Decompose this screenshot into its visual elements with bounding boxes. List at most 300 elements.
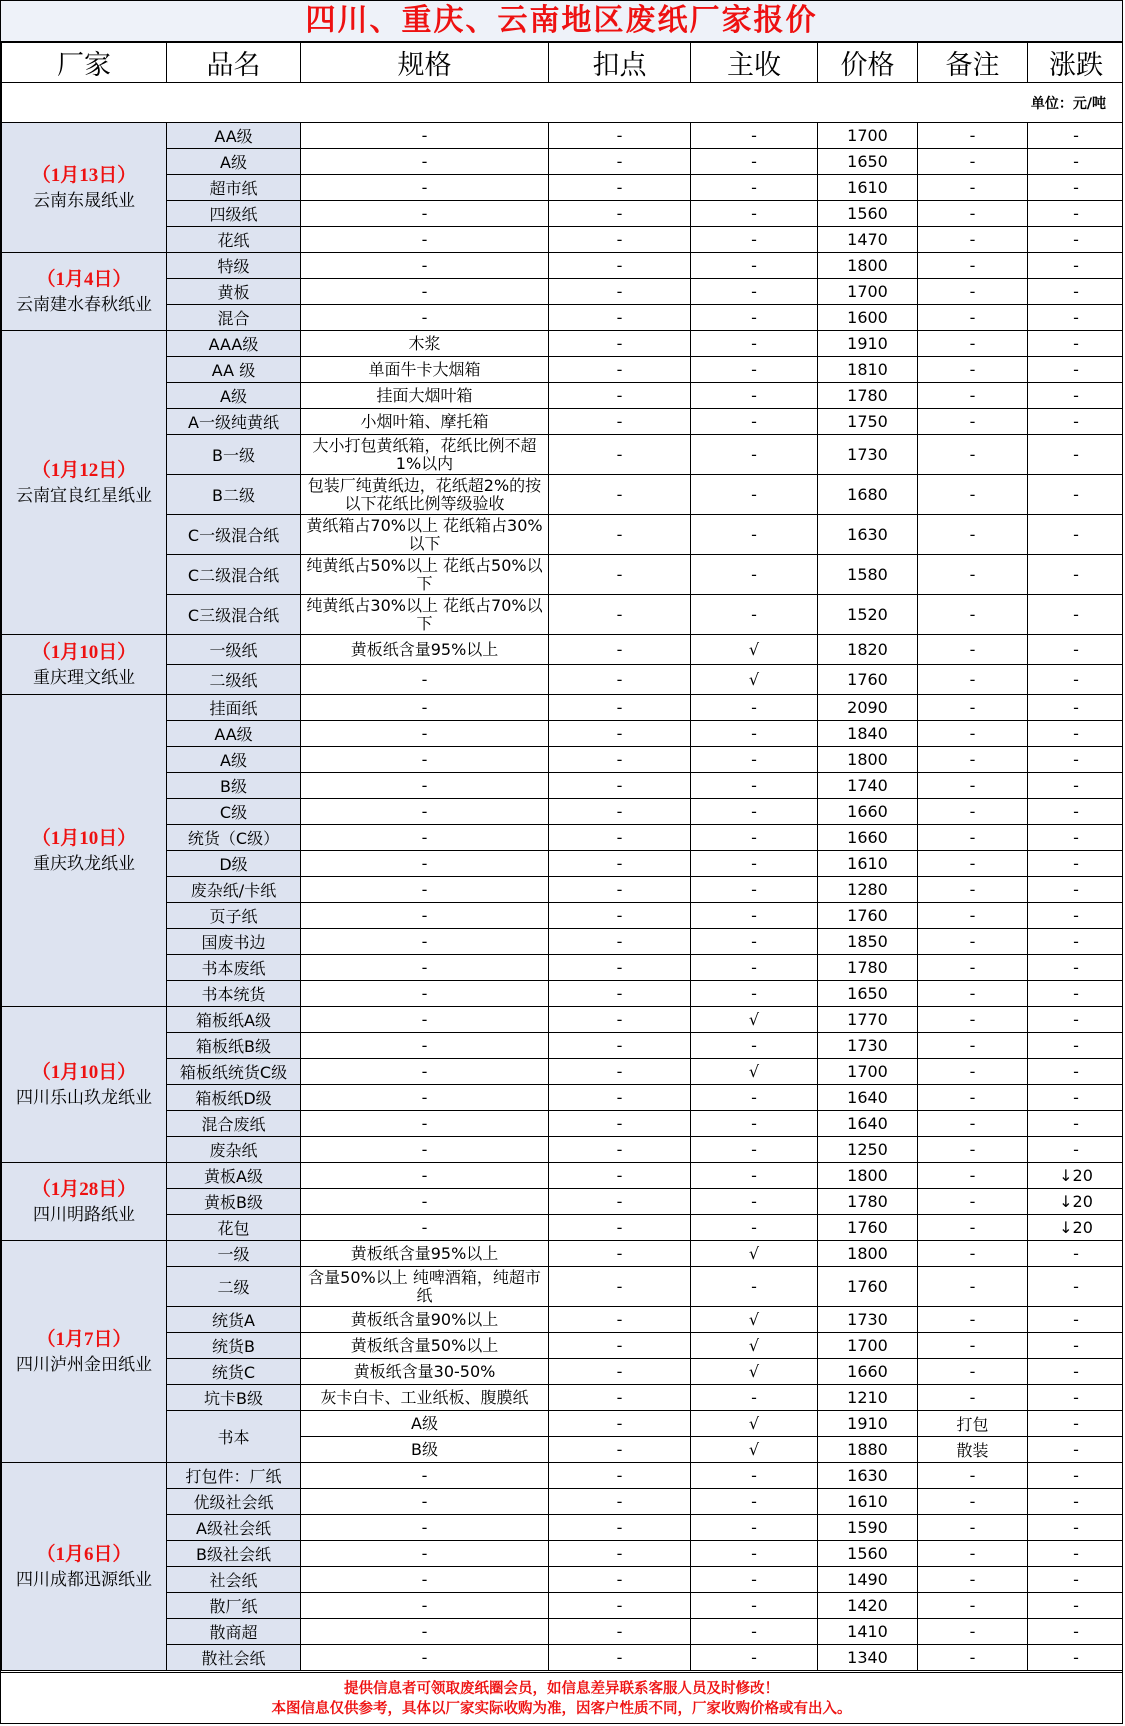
header-main-purchase: 主收 xyxy=(691,43,818,83)
product-cell: 箱板纸B级 xyxy=(167,1033,301,1059)
product-cell: 坑卡B级 xyxy=(167,1385,301,1411)
table-row xyxy=(2,1163,1124,1189)
change-cell: - xyxy=(1028,409,1124,435)
note-cell: - xyxy=(918,1215,1028,1241)
price-cell: 1640 xyxy=(818,1111,918,1137)
note-cell: - xyxy=(918,595,1028,635)
deduction-cell: - xyxy=(549,1111,691,1137)
deduction-cell: - xyxy=(549,1163,691,1189)
main-purchase-cell: - xyxy=(691,851,818,877)
note-cell: - xyxy=(918,1333,1028,1359)
spec-cell: - xyxy=(301,1033,549,1059)
table-row xyxy=(2,635,1124,665)
product-cell: C三级混合纸 xyxy=(167,595,301,635)
spec-cell: - xyxy=(301,903,549,929)
manufacturer-name: 云南东晟纸业 xyxy=(33,190,135,211)
price-cell: 1700 xyxy=(818,123,918,149)
deduction-cell: - xyxy=(549,1619,691,1645)
unit-row xyxy=(2,83,1124,123)
deduction-cell: - xyxy=(549,1241,691,1267)
note-cell: - xyxy=(918,1593,1028,1619)
price-cell: 1590 xyxy=(818,1515,918,1541)
main-purchase-cell: - xyxy=(691,515,818,555)
note-cell: - xyxy=(918,1619,1028,1645)
quote-date: （1月10日） xyxy=(31,1061,137,1083)
note-cell: - xyxy=(918,555,1028,595)
price-cell: 1730 xyxy=(818,1033,918,1059)
deduction-cell: - xyxy=(549,305,691,331)
deduction-cell: - xyxy=(549,331,691,357)
deduction-cell: - xyxy=(549,1411,691,1437)
note-cell: - xyxy=(918,799,1028,825)
change-cell: - xyxy=(1028,903,1124,929)
price-cell: 1730 xyxy=(818,1307,918,1333)
deduction-cell: - xyxy=(549,1541,691,1567)
product-cell: 黄板A级 xyxy=(167,1163,301,1189)
header-price: 价格 xyxy=(818,43,918,83)
spec-cell: - xyxy=(301,747,549,773)
price-cell: 1880 xyxy=(818,1437,918,1463)
table-row xyxy=(2,773,1124,799)
change-cell: - xyxy=(1028,123,1124,149)
deduction-cell: - xyxy=(549,123,691,149)
main-purchase-cell: - xyxy=(691,1033,818,1059)
note-cell: - xyxy=(918,1059,1028,1085)
spec-cell: - xyxy=(301,721,549,747)
price-cell: 1760 xyxy=(818,903,918,929)
change-cell: - xyxy=(1028,635,1124,665)
product-cell: AA级 xyxy=(167,123,301,149)
main-purchase-cell: - xyxy=(691,1085,818,1111)
note-cell: - xyxy=(918,1307,1028,1333)
product-cell: AAA级 xyxy=(167,331,301,357)
main-purchase-cell: - xyxy=(691,1567,818,1593)
change-cell: ↓20 xyxy=(1028,1215,1124,1241)
footer-disclaimer xyxy=(1,1672,1122,1723)
product-cell: D级 xyxy=(167,851,301,877)
price-cell: 1560 xyxy=(818,1541,918,1567)
product-cell: 社会纸 xyxy=(167,1567,301,1593)
change-cell: ↓20 xyxy=(1028,1163,1124,1189)
manufacturer-name: 四川乐山玖龙纸业 xyxy=(16,1087,152,1108)
table-row xyxy=(2,981,1124,1007)
note-cell: - xyxy=(918,1645,1028,1671)
deduction-cell: - xyxy=(549,1307,691,1333)
change-cell: - xyxy=(1028,1267,1124,1307)
product-cell: 书本统货 xyxy=(167,981,301,1007)
deduction-cell: - xyxy=(549,279,691,305)
product-cell: 国废书边 xyxy=(167,929,301,955)
change-cell: - xyxy=(1028,1007,1124,1033)
product-cell: 花纸 xyxy=(167,227,301,253)
spec-cell: - xyxy=(301,929,549,955)
table-row xyxy=(2,1085,1124,1111)
spec-cell: - xyxy=(301,175,549,201)
change-cell: - xyxy=(1028,595,1124,635)
table-row xyxy=(2,1241,1124,1267)
note-cell: - xyxy=(918,1007,1028,1033)
spec-cell: 黄板纸含量50%以上 xyxy=(301,1333,549,1359)
spec-cell: - xyxy=(301,1515,549,1541)
table-row xyxy=(2,305,1124,331)
table-row xyxy=(2,1593,1124,1619)
product-cell: 挂面纸 xyxy=(167,695,301,721)
manufacturer-name: 重庆玖龙纸业 xyxy=(33,853,135,874)
spec-cell: - xyxy=(301,201,549,227)
change-cell: - xyxy=(1028,435,1124,475)
note-cell: - xyxy=(918,357,1028,383)
change-cell: - xyxy=(1028,1619,1124,1645)
spec-cell: - xyxy=(301,825,549,851)
main-purchase-cell: - xyxy=(691,475,818,515)
deduction-cell: - xyxy=(549,695,691,721)
table-row xyxy=(2,695,1124,721)
change-cell: - xyxy=(1028,1307,1124,1333)
main-purchase-cell: √ xyxy=(691,635,818,665)
quote-date: （1月7日） xyxy=(36,1328,132,1350)
deduction-cell: - xyxy=(549,1515,691,1541)
main-purchase-cell: √ xyxy=(691,1333,818,1359)
note-cell: - xyxy=(918,665,1028,695)
price-cell: 1610 xyxy=(818,1489,918,1515)
main-purchase-cell: - xyxy=(691,825,818,851)
manufacturer-name: 四川明路纸业 xyxy=(33,1204,135,1225)
deduction-cell: - xyxy=(549,1489,691,1515)
product-cell: 页子纸 xyxy=(167,903,301,929)
note-cell: - xyxy=(918,955,1028,981)
main-purchase-cell: - xyxy=(691,695,818,721)
spec-cell: - xyxy=(301,1463,549,1489)
spec-cell: - xyxy=(301,877,549,903)
table-row xyxy=(2,1007,1124,1033)
product-cell: 黄板 xyxy=(167,279,301,305)
table-row xyxy=(2,201,1124,227)
note-cell: - xyxy=(918,1359,1028,1385)
change-cell: - xyxy=(1028,773,1124,799)
deduction-cell: - xyxy=(549,227,691,253)
table-row xyxy=(2,1515,1124,1541)
change-cell: - xyxy=(1028,201,1124,227)
change-cell: - xyxy=(1028,695,1124,721)
price-cell: 1840 xyxy=(818,721,918,747)
note-cell: - xyxy=(918,383,1028,409)
price-cell: 1640 xyxy=(818,1085,918,1111)
product-cell: B级 xyxy=(167,773,301,799)
spec-cell: - xyxy=(301,665,549,695)
change-cell: - xyxy=(1028,331,1124,357)
deduction-cell: - xyxy=(549,1333,691,1359)
main-purchase-cell: - xyxy=(691,595,818,635)
change-cell: - xyxy=(1028,877,1124,903)
manufacturer-cell xyxy=(2,1163,167,1241)
unit-label: 单位：元/吨 xyxy=(2,83,1124,123)
spec-cell: - xyxy=(301,123,549,149)
table-row xyxy=(2,903,1124,929)
price-cell: 1700 xyxy=(818,1333,918,1359)
manufacturer-cell xyxy=(2,695,167,1007)
change-cell: - xyxy=(1028,955,1124,981)
spec-cell: 纯黄纸占50%以上 花纸占50%以下 xyxy=(301,555,549,595)
change-cell: - xyxy=(1028,721,1124,747)
deduction-cell: - xyxy=(549,635,691,665)
price-cell: 1280 xyxy=(818,877,918,903)
main-purchase-cell: √ xyxy=(691,665,818,695)
header-manufacturer: 厂家 xyxy=(2,43,167,83)
price-cell: 1630 xyxy=(818,515,918,555)
price-cell: 1910 xyxy=(818,331,918,357)
main-purchase-cell: - xyxy=(691,1645,818,1671)
spec-cell: - xyxy=(301,253,549,279)
note-cell: - xyxy=(918,929,1028,955)
product-cell: 四级纸 xyxy=(167,201,301,227)
note-cell: - xyxy=(918,1111,1028,1137)
price-cell: 1810 xyxy=(818,357,918,383)
price-cell: 1910 xyxy=(818,1411,918,1437)
spec-cell: - xyxy=(301,1059,549,1085)
main-purchase-cell: - xyxy=(691,1137,818,1163)
note-cell: - xyxy=(918,1189,1028,1215)
price-cell: 1780 xyxy=(818,383,918,409)
note-cell: - xyxy=(918,1567,1028,1593)
table-row xyxy=(2,1619,1124,1645)
main-purchase-cell: - xyxy=(691,773,818,799)
change-cell: - xyxy=(1028,747,1124,773)
note-cell: - xyxy=(918,635,1028,665)
manufacturer-cell xyxy=(2,635,167,695)
product-cell: 散厂纸 xyxy=(167,1593,301,1619)
note-cell: - xyxy=(918,279,1028,305)
spec-cell: - xyxy=(301,1085,549,1111)
change-cell: - xyxy=(1028,555,1124,595)
spec-cell: - xyxy=(301,227,549,253)
table-row xyxy=(2,1411,1124,1437)
table-row xyxy=(2,1567,1124,1593)
quote-date: （1月10日） xyxy=(31,641,137,663)
spec-cell: B级 xyxy=(301,1437,549,1463)
main-purchase-cell: - xyxy=(691,175,818,201)
product-cell: 超市纸 xyxy=(167,175,301,201)
note-cell: - xyxy=(918,981,1028,1007)
sheet-title: 四川、重庆、云南地区废纸厂家报价 xyxy=(1,1,1122,42)
product-cell: 二级 xyxy=(167,1267,301,1307)
spec-cell: A级 xyxy=(301,1411,549,1437)
deduction-cell: - xyxy=(549,515,691,555)
spec-cell: - xyxy=(301,149,549,175)
table-row xyxy=(2,1541,1124,1567)
note-cell: - xyxy=(918,1085,1028,1111)
header-spec: 规格 xyxy=(301,43,549,83)
change-cell: - xyxy=(1028,1385,1124,1411)
change-cell: - xyxy=(1028,305,1124,331)
spec-cell: 灰卡白卡、工业纸板、腹膜纸 xyxy=(301,1385,549,1411)
manufacturer-cell xyxy=(2,331,167,635)
spec-cell: - xyxy=(301,981,549,1007)
deduction-cell: - xyxy=(549,595,691,635)
manufacturer-cell xyxy=(2,253,167,331)
change-cell: - xyxy=(1028,981,1124,1007)
note-cell: - xyxy=(918,201,1028,227)
main-purchase-cell: - xyxy=(691,929,818,955)
note-cell: - xyxy=(918,1163,1028,1189)
spec-cell: - xyxy=(301,1163,549,1189)
product-cell: 散社会纸 xyxy=(167,1645,301,1671)
table-row xyxy=(2,123,1124,149)
main-purchase-cell: - xyxy=(691,331,818,357)
price-cell: 1660 xyxy=(818,825,918,851)
price-cell: 1680 xyxy=(818,475,918,515)
footer-line-1: 提供信息者可领取废纸圈会员，如信息差异联系客服人员及时修改！ xyxy=(344,1681,779,1697)
deduction-cell: - xyxy=(549,357,691,383)
change-cell: - xyxy=(1028,799,1124,825)
deduction-cell: - xyxy=(549,721,691,747)
main-purchase-cell: - xyxy=(691,409,818,435)
deduction-cell: - xyxy=(549,1645,691,1671)
deduction-cell: - xyxy=(549,903,691,929)
deduction-cell: - xyxy=(549,1463,691,1489)
spec-cell: 小烟叶箱、摩托箱 xyxy=(301,409,549,435)
price-cell: 1800 xyxy=(818,253,918,279)
deduction-cell: - xyxy=(549,435,691,475)
price-cell: 1820 xyxy=(818,635,918,665)
product-cell: 书本废纸 xyxy=(167,955,301,981)
change-cell: - xyxy=(1028,1593,1124,1619)
product-cell: 二级纸 xyxy=(167,665,301,695)
table-row xyxy=(2,555,1124,595)
manufacturer-cell xyxy=(2,1007,167,1163)
change-cell: - xyxy=(1028,383,1124,409)
main-purchase-cell: - xyxy=(691,747,818,773)
deduction-cell: - xyxy=(549,149,691,175)
product-cell: 书本 xyxy=(167,1411,301,1463)
product-cell: 统货C xyxy=(167,1359,301,1385)
change-cell: - xyxy=(1028,929,1124,955)
main-purchase-cell: - xyxy=(691,1541,818,1567)
main-purchase-cell: - xyxy=(691,981,818,1007)
deduction-cell: - xyxy=(549,665,691,695)
change-cell: - xyxy=(1028,1567,1124,1593)
spec-cell: - xyxy=(301,1645,549,1671)
spec-cell: 黄板纸含量90%以上 xyxy=(301,1307,549,1333)
main-purchase-cell: - xyxy=(691,1619,818,1645)
change-cell: ↓20 xyxy=(1028,1189,1124,1215)
product-cell: 箱板纸D级 xyxy=(167,1085,301,1111)
main-purchase-cell: √ xyxy=(691,1059,818,1085)
main-purchase-cell: - xyxy=(691,1385,818,1411)
table-row xyxy=(2,665,1124,695)
change-cell: - xyxy=(1028,357,1124,383)
deduction-cell: - xyxy=(549,175,691,201)
change-cell: - xyxy=(1028,149,1124,175)
price-cell: 1630 xyxy=(818,1463,918,1489)
deduction-cell: - xyxy=(549,1059,691,1085)
note-cell: - xyxy=(918,409,1028,435)
header-deduction: 扣点 xyxy=(549,43,691,83)
price-cell: 1760 xyxy=(818,1267,918,1307)
main-purchase-cell: - xyxy=(691,149,818,175)
spec-cell: 单面牛卡大烟箱 xyxy=(301,357,549,383)
price-cell: 1490 xyxy=(818,1567,918,1593)
change-cell: - xyxy=(1028,1111,1124,1137)
main-purchase-cell: √ xyxy=(691,1007,818,1033)
note-cell: 打包 xyxy=(918,1411,1028,1437)
change-cell: - xyxy=(1028,1359,1124,1385)
note-cell: - xyxy=(918,1463,1028,1489)
spec-cell: 黄纸箱占70%以上 花纸箱占30%以下 xyxy=(301,515,549,555)
product-cell: 一级 xyxy=(167,1241,301,1267)
main-purchase-cell: - xyxy=(691,279,818,305)
spec-cell: - xyxy=(301,279,549,305)
table-row xyxy=(2,253,1124,279)
price-cell: 1760 xyxy=(818,665,918,695)
price-cell: 1780 xyxy=(818,1189,918,1215)
price-cell: 1470 xyxy=(818,227,918,253)
note-cell: - xyxy=(918,331,1028,357)
table-row xyxy=(2,383,1124,409)
change-cell: - xyxy=(1028,279,1124,305)
note-cell: - xyxy=(918,1385,1028,1411)
product-cell: 混合废纸 xyxy=(167,1111,301,1137)
table-row xyxy=(2,1645,1124,1671)
deduction-cell: - xyxy=(549,1593,691,1619)
price-cell: 1520 xyxy=(818,595,918,635)
deduction-cell: - xyxy=(549,1085,691,1111)
main-purchase-cell: - xyxy=(691,435,818,475)
note-cell: - xyxy=(918,149,1028,175)
spec-cell: - xyxy=(301,1189,549,1215)
price-cell: 1650 xyxy=(818,981,918,1007)
note-cell: - xyxy=(918,515,1028,555)
table-row xyxy=(2,1489,1124,1515)
change-cell: - xyxy=(1028,253,1124,279)
spec-cell: - xyxy=(301,799,549,825)
deduction-cell: - xyxy=(549,1359,691,1385)
change-cell: - xyxy=(1028,475,1124,515)
product-cell: 废杂纸 xyxy=(167,1137,301,1163)
table-row xyxy=(2,877,1124,903)
product-cell: 统货B xyxy=(167,1333,301,1359)
deduction-cell: - xyxy=(549,1189,691,1215)
price-cell: 1250 xyxy=(818,1137,918,1163)
header-row xyxy=(2,43,1124,83)
note-cell: - xyxy=(918,305,1028,331)
main-purchase-cell: - xyxy=(691,201,818,227)
product-cell: A一级纯黄纸 xyxy=(167,409,301,435)
price-cell: 1660 xyxy=(818,799,918,825)
change-cell: - xyxy=(1028,1085,1124,1111)
change-cell: - xyxy=(1028,1541,1124,1567)
spec-cell: - xyxy=(301,1007,549,1033)
change-cell: - xyxy=(1028,1059,1124,1085)
table-row xyxy=(2,1333,1124,1359)
change-cell: - xyxy=(1028,1137,1124,1163)
price-cell: 1770 xyxy=(818,1007,918,1033)
change-cell: - xyxy=(1028,1463,1124,1489)
main-purchase-cell: - xyxy=(691,1163,818,1189)
change-cell: - xyxy=(1028,1515,1124,1541)
table-row xyxy=(2,475,1124,515)
table-row xyxy=(2,1359,1124,1385)
deduction-cell: - xyxy=(549,799,691,825)
change-cell: - xyxy=(1028,1333,1124,1359)
main-purchase-cell: - xyxy=(691,1215,818,1241)
deduction-cell: - xyxy=(549,253,691,279)
table-row xyxy=(2,929,1124,955)
table-row xyxy=(2,149,1124,175)
product-cell: 箱板纸A级 xyxy=(167,1007,301,1033)
manufacturer-name: 云南建水春秋纸业 xyxy=(16,294,152,315)
spec-cell: 黄板纸含量95%以上 xyxy=(301,1241,549,1267)
deduction-cell: - xyxy=(549,955,691,981)
